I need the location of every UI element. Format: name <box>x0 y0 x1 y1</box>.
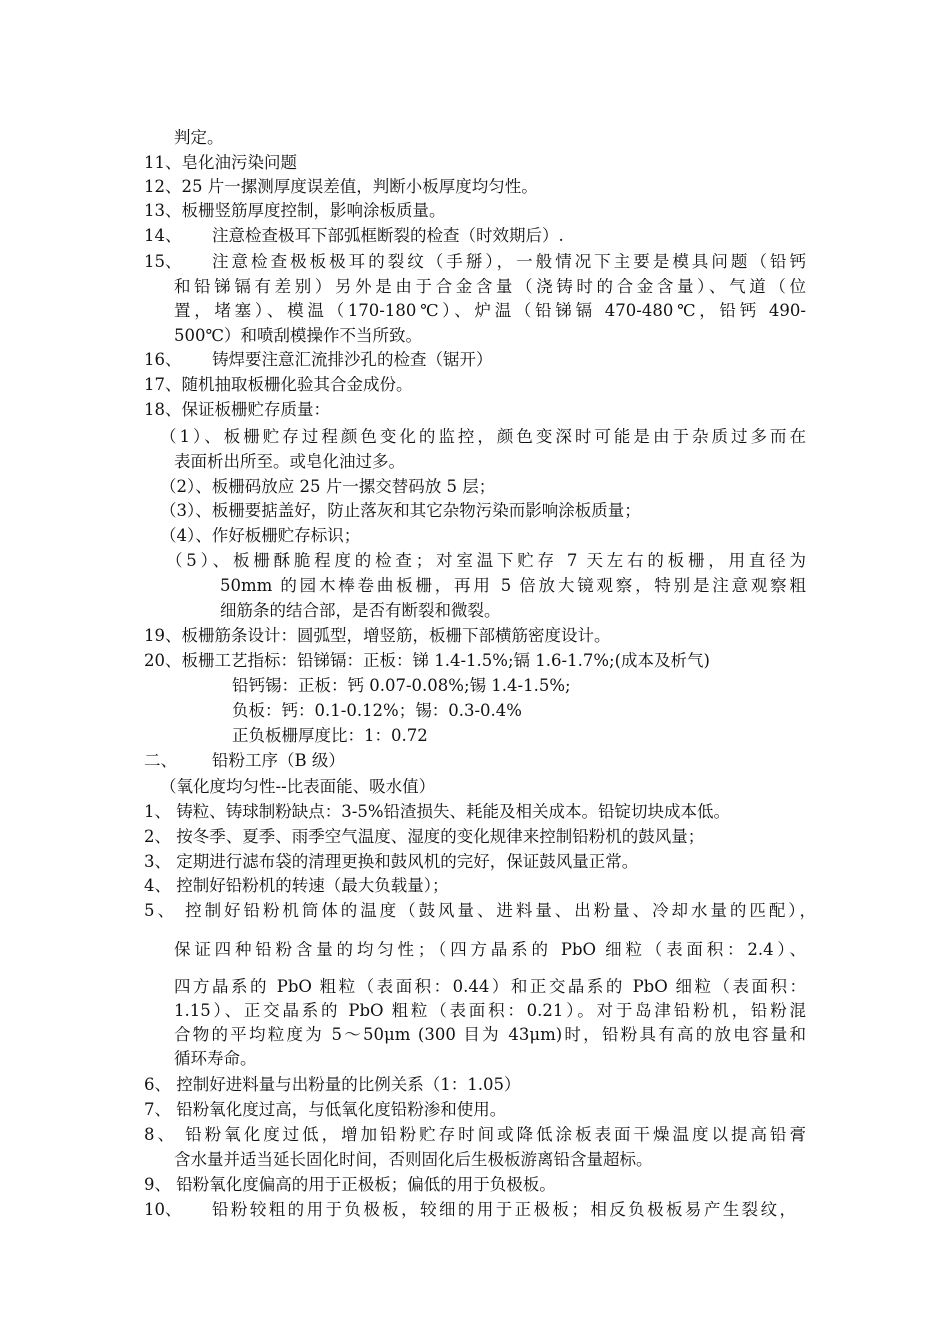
list-item-1: 1、 铸粒、铸球制粉缺点：3-5%铅渣损失、耗能及相关成本。铅锭切块成本低。 <box>144 802 730 821</box>
sub-item-5: （5）、板栅酥脆程度的检查；对室温下贮存 7 天左右的板栅，用直径为 <box>166 551 806 570</box>
text-line: 负板：钙：0.1-0.12%；锡：0.3-0.4% <box>232 701 522 720</box>
text-line: 含水量并适当延长固化时间，否则固化后生极板游离铅含量超标。 <box>174 1150 653 1169</box>
text-line: 铅钙锡：正板：钙 0.07-0.08%;锡 1.4-1.5%; <box>232 676 571 695</box>
list-item-3: 3、 定期进行滤布袋的清理更换和鼓风机的完好，保证鼓风量正常。 <box>144 852 639 871</box>
list-item-15: 注意检查极板极耳的裂纹（手掰），一般情况下主要是模具问题（铅钙 <box>212 252 806 271</box>
list-item-19: 19、板栅筋条设计：圆弧型，增竖筋，板栅下部横筋密度设计。 <box>144 626 611 645</box>
list-item-4: 4、 控制好铅粉机的转速（最大负载量）； <box>144 876 449 895</box>
text-line: 置，堵塞）、模温（170-180℃）、炉温（铅锑镉 470-480℃，铅钙 490- <box>174 301 806 320</box>
text-line: 和铅锑镉有差别）另外是由于合金含量（浇铸时的合金含量）、气道（位 <box>174 277 806 296</box>
list-item-9: 9、 铅粉氧化度偏高的用于正极板；偏低的用于负极板。 <box>144 1175 556 1194</box>
list-number-16: 16、 <box>144 350 182 369</box>
list-item-16: 铸焊要注意汇流排沙孔的检查（锯开） <box>212 350 493 369</box>
list-item-5: 5、 控制好铅粉机筒体的温度（鼓风量、进料量、出粉量、冷却水量的匹配）， <box>144 901 816 920</box>
text-line: 循环寿命。 <box>174 1049 257 1068</box>
list-item-17: 17、随机抽取板栅化验其合金成份。 <box>144 375 413 394</box>
sub-item-1: （1）、板栅贮存过程颜色变化的监控，颜色变深时可能是由于杂质过多而在 <box>160 427 806 446</box>
sub-item-2: （2）、板栅码放应 25 片一摞交替码放 5 层； <box>160 477 496 496</box>
text-line: 保证四种铅粉含量的均匀性；（四方晶系的 PbO 细粒（表面积：2.4）、 <box>174 940 806 959</box>
list-item-13: 13、板栅竖筋厚度控制，影响涂板质量。 <box>144 201 446 220</box>
list-number-15: 15、 <box>144 252 182 271</box>
text-line: 细筋条的结合部，是否有断裂和微裂。 <box>220 601 501 620</box>
section-subheading: （氧化度均匀性--比表面能、吸水值） <box>160 777 436 796</box>
text-line: 判定。 <box>174 128 224 147</box>
section-number: 二、 <box>144 751 177 770</box>
list-item-12: 12、25 片一摞测厚度误差值，判断小板厚度均匀性。 <box>144 177 538 196</box>
sub-item-3: （3）、板栅要掂盖好，防止落灰和其它杂物污染而影响涂板质量； <box>160 501 641 520</box>
section-heading: 铅粉工序（B 级） <box>212 751 345 770</box>
text-line: 1.15）、正交晶系的 PbO 粗粒（表面积：0.21）。对于岛津铅粉机，铅粉混 <box>174 1001 806 1020</box>
text-line: 500℃）和喷刮模操作不当所致。 <box>174 326 422 345</box>
text-line: 正负板栅厚度比：1：0.72 <box>232 726 428 745</box>
list-item-8: 8、 铅粉氧化度过低，增加铅粉贮存时间或降低涂板表面干燥温度以提高铅膏 <box>144 1125 806 1144</box>
list-item-14: 注意检查极耳下部弧框断裂的检查（时效期后）. <box>212 226 564 245</box>
sub-item-4: （4）、作好板栅贮存标识； <box>160 526 361 545</box>
text-line: 四方晶系的 PbO 粗粒（表面积：0.44）和正交晶系的 PbO 细粒（表面积： <box>174 977 806 996</box>
list-number-10: 10、 <box>144 1200 182 1219</box>
list-item-18: 18、保证板栅贮存质量： <box>144 400 330 419</box>
list-item-11: 11、皂化油污染问题 <box>144 153 297 172</box>
text-line: 合物的平均粒度为 5～50μm (300 目为 43μm)时，铅粉具有高的放电容量和 <box>174 1025 806 1044</box>
list-item-2: 2、 按冬季、夏季、雨季空气温度、湿度的变化规律来控制铅粉机的鼓风量； <box>144 827 705 846</box>
text-line: 表面析出所至。或皂化油过多。 <box>174 452 405 471</box>
list-item-6: 6、 控制好进料量与出粉量的比例关系（1：1.05） <box>144 1075 521 1094</box>
list-item-20: 20、板栅工艺指标：铅锑镉：正板：锑 1.4-1.5%;镉 1.6-1.7%;(成本及析气) <box>144 651 710 670</box>
list-number-14: 14、 <box>144 226 182 245</box>
list-item-10: 铅粉较粗的用于负极板，较细的用于正极板；相反负极板易产生裂纹， <box>212 1200 796 1219</box>
list-item-7: 7、 铅粉氧化度过高，与低氧化度铅粉渗和使用。 <box>144 1100 507 1119</box>
text-line: 50mm 的园木棒卷曲板栅，再用 5 倍放大镜观察，特别是注意观察粗 <box>220 576 806 595</box>
